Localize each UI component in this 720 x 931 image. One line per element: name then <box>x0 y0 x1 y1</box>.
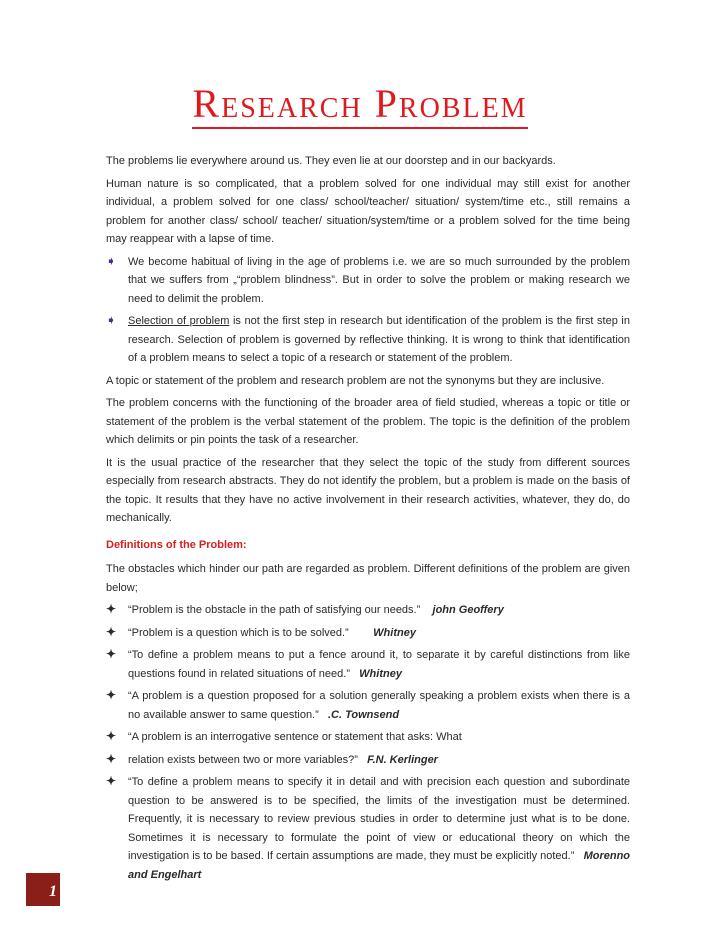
four-point-star-icon: ✦ <box>106 729 117 743</box>
definitions-intro: The obstacles which hinder our path are regarded as problem. Different definitions of the problem are given below; <box>106 563 630 594</box>
definition-item <box>106 773 630 888</box>
arrow-bullet-item-2 <box>106 312 630 372</box>
definition-author: .C. Townsend <box>327 708 400 721</box>
page-title <box>0 81 720 126</box>
definition-text: “A problem is an interrogative sentence or statement that asks: What <box>128 731 462 743</box>
four-point-star-icon: ✦ <box>106 774 117 788</box>
arrow-bullet-icon: ➧ <box>106 253 117 268</box>
definition-item <box>106 687 630 728</box>
definition-author: Whitney <box>359 667 402 680</box>
definition-text: “To define a problem means to put a fence around it, to separate it by careful distinctions from like questions found in related situations of need.” <box>128 649 630 680</box>
bullet-text-2-rest: is not the first step in research but identification of the problem is the first step in research. Selection of problem is governed by reflective thinking. It is wrong to think that identification of a problem means to select a topic of a research or statement of the problem. <box>128 315 630 364</box>
definition-author: Whitney <box>373 626 416 639</box>
definition-item <box>106 624 630 647</box>
definition-author: Morenno and Engelhart <box>128 850 631 881</box>
definition-item <box>106 601 630 624</box>
underlined-term: Selection of problem <box>128 315 230 327</box>
paragraph-3: A topic or statement of the problem and research problem are not the synonyms but they are inclusive. <box>106 374 605 387</box>
definitions-heading: Definitions of the Problem: <box>106 538 247 551</box>
four-point-star-icon: ✦ <box>106 688 117 702</box>
definitions-list <box>106 601 630 888</box>
four-point-star-icon: ✦ <box>106 602 117 616</box>
four-point-star-icon: ✦ <box>106 751 117 766</box>
bullet-text-1: We become habitual of living in the age of problems i.e. we are so much surrounded by the problem that we suffers from „“problem blindness”. But in order to solve the problem or making research we need to delimit the problem. <box>128 255 630 305</box>
definition-text: relation exists between two or more variables?” <box>128 753 358 766</box>
four-point-star-icon: ✦ <box>106 647 117 661</box>
title-text: Research Problem <box>192 81 527 129</box>
definition-item <box>106 751 630 774</box>
definition-author: F.N. Kerlinger <box>367 753 438 766</box>
definition-text: “Problem is a question which is to be solved.” <box>128 626 349 639</box>
definition-text: “A problem is a question proposed for a solution generally speaking a problem exists when there is a no available answer to same question.” <box>128 690 630 721</box>
four-point-star-icon: ✦ <box>106 624 117 639</box>
definition-item <box>106 728 630 751</box>
paragraph-4: The problem concerns with the functioning of the broader area of field studied, whereas a topic or title or statement of the problem is the verbal statement of the problem. The topic is the definition of the problem which delimits or pin points the task of a researcher. <box>106 397 630 446</box>
definition-author: john Geoffery <box>432 604 504 616</box>
definition-text: “To define a problem means to specify it in detail and with precision each question and subordinate question to be answered is to be specified, the limits of the investigation must be determined. Frequently, it is necessary to review previous studies in order to determine just what is to be done. Sometimes it is necessary to formulate the point of view or educational theory on which the investigation is to be based. If certain assumptions are made, they must be explicitly noted.” <box>128 776 630 862</box>
definition-item <box>106 646 630 687</box>
arrow-bullet-icon: ➧ <box>106 313 117 327</box>
arrow-bullet-item-1 <box>106 253 630 313</box>
document-body <box>106 152 630 888</box>
bullet-text-2 <box>128 312 630 368</box>
paragraph-2: Human nature is so complicated, that a problem solved for one individual may still exist for another individual, a problem solved for one class/ school/teacher/ situation/ system/time etc., still remains a problem for another class/ school/ teacher/ situation/system/time or a problem solved for the time being may reappear with a lapse of time. <box>106 177 630 245</box>
paragraph-5: It is the usual practice of the researcher that they select the topic of the study from different sources especially from research abstracts. They do not identify the problem, but a problem is made on the basis of the topic. It results that they have no active involvement in their research activities, whatever, they do, do mechanically. <box>106 456 630 524</box>
paragraph-1: The problems lie everywhere around us. They even lie at our doorstep and in our backyards. <box>106 155 556 167</box>
page-number-badge: 1 <box>26 873 60 906</box>
definition-text: “Problem is the obstacle in the path of satisfying our needs.” <box>128 604 421 616</box>
